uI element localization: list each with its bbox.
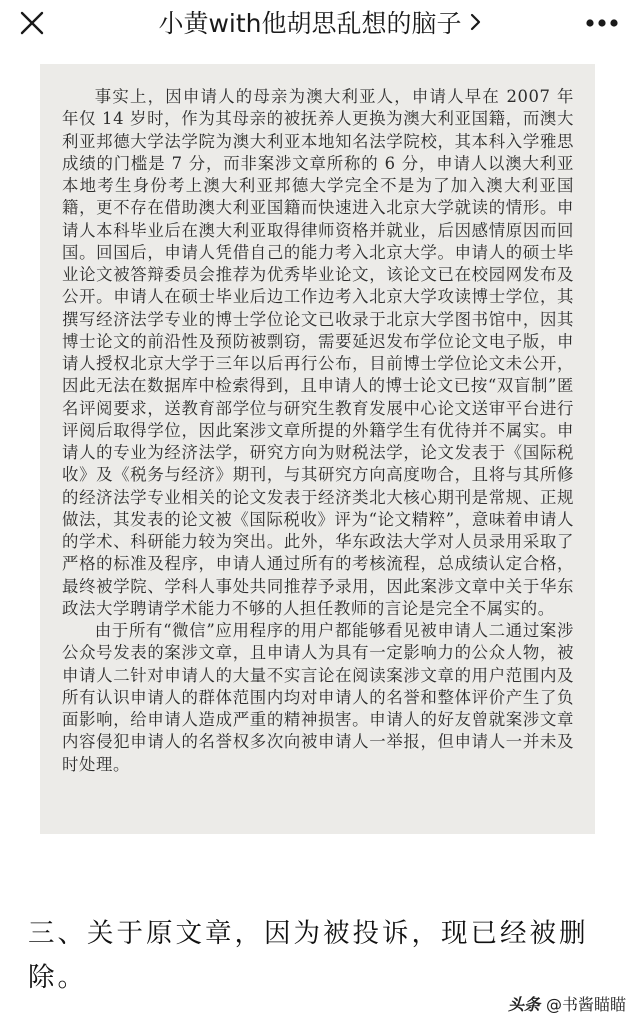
- watermark-source: 头条: [507, 995, 540, 1014]
- source-watermark: [508, 992, 626, 1015]
- more-button[interactable]: [582, 8, 622, 38]
- close-button[interactable]: [14, 5, 50, 41]
- account-name: 小黄with他胡思乱想的脑子: [158, 9, 462, 38]
- document-text: [62, 86, 574, 776]
- scan-bottom-edge: [40, 808, 595, 834]
- article-caption: 三、关于原文章，因为被投诉，现已经被删除。: [28, 918, 589, 993]
- document-paragraph-2: 由于所有“微信”应用程序的用户都能够看见被申请人二通过案涉公众号发表的案涉文章，且申请人为具有一定影响力的公众人物，被申请人二针对申请人的大量不实言论在阅读案涉文章的用户范围内及所有认识申请人的群体范围内均对申请人的名誉和整体评价产生了负面影响，给申请人造成严重的精神损害。申请人的好友曾就案涉文章内容侵犯申请人的名誉权多次向被申请人一举报，但申请人一并未及时处理。: [62, 621, 574, 774]
- document-scan-image[interactable]: [40, 64, 595, 834]
- document-paragraph-1: 事实上，因申请人的母亲为澳大利亚人，申请人早在 2007 年年仅 14 岁时，作为其母亲的被抚养人更换为澳大利亚国籍，而澳大利亚邦德大学法学院为澳大利亚本地知名法学院校，其本科入学雅思成绩的门槛是 7 分，而非案涉文章所称的 6 分，申请人以澳大利亚本地考生身份考上澳大利亚邦德大学完全不是为了加入澳大利亚国籍，更不存在借助澳大利亚国籍而快速进入北京大学就读的情形。申请人本科毕业后在澳大利亚取得律师资格并就业，后因感情原因而回国。回国后，申请人凭借自己的能力考入北京大学。申请人的硕士毕业论文被答辩委员会推荐为优秀毕业论文，该论文已在校园网发布及公开。申请人在硕士毕业后边工作边考入北京大学攻读博士学位，其撰写经济法学专业的博士学位论文已收录于北京大学图书馆中，因其博士论文的前沿性及预防被剽窃，需要延迟发布学位论文电子版，申请人授权北京大学于三年以后再行公布，目前博士学位论文未公开，因此无法在数据库中检索得到，且申请人的博士论文已按“双盲制”匿名评阅要求，送教育部学位与研究生教育发展中心论文送审平台进行评阅后取得学位，因此案涉文章所提的外籍学生有优待并不属实。申请人的专业为经济法学，研究方向为财税法学，论文发表于《国际税收》及《税务与经济》期刊，与其研究方向高度吻合，且将与其所修的经济法学专业相关的论文发表于经济类北大核心期刊是常规、正规做法，其发表的论文被《国际税收》评为“论文精粹”，意味着申请人的学术、科研能力较为突出。此外，华东政法大学对人员录用采取了严格的标准及程序，申请人通过所有的考核流程，总成绩认定合格，最终被学院、学科人事处共同推荐予录用，因此案涉文章中关于华东政法大学聘请学术能力不够的人担任教师的言论是完全不属实的。: [62, 87, 574, 618]
- more-dots-icon: [585, 18, 619, 28]
- watermark-handle: @书酱瞄瞄: [545, 995, 626, 1014]
- close-icon: [19, 10, 45, 36]
- chevron-right-icon: [470, 12, 482, 32]
- top-nav-bar: [0, 0, 640, 44]
- account-title-link[interactable]: [80, 4, 560, 40]
